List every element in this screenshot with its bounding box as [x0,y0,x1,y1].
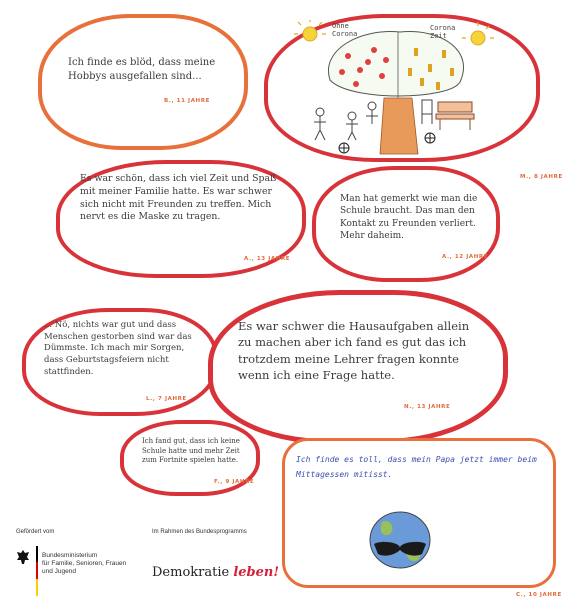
drawing-label-right: Corona Zeit [430,24,456,41]
quote-text-2: Es war schön, dass ich viel Zeit und Spaß mit meiner Familie hatte. Es war schwer sich nicht mit Freunden zu treffen. Mich nervt es die Maske zu tragen. [80,173,277,223]
ministry-name: Bundesministerium für Familie, Senioren, Frauen und Jugend [42,552,127,576]
quote-author-3: A., 12 JAHRE [442,254,489,260]
program-label: Im Rahmen des Bundesprogramms [152,529,247,535]
sun-icon-right [462,22,494,45]
quote-author-6: F., 9 JAHRE [214,479,255,485]
quote-text-6: Ich fand gut, dass ich keine Schule hatte und mehr Zeit zum Fortnite spielen hatte. [142,437,240,465]
quote-text-4: ... Nö, nichts war gut und dass Menschen gestorben sind war das Dümmste. Ich mach mir Sorgen, dass Geburtstagsfeiern nicht stattfinden. [44,320,192,377]
demokratie-leben-logo: Demokratie leben! [152,565,280,580]
german-flag-bar [36,546,38,596]
quote-author-5: N., 13 JAHRE [404,404,451,410]
quote-text-1: Ich finde es blöd, dass meine Hobbys ausgefallen sind... [68,57,216,82]
quote-author-2: A., 13 JAHRE [244,256,291,262]
child-drawing [290,20,520,160]
earth-mask-drawing [360,508,440,572]
sun-icon-left [294,20,326,41]
quote-author-4: L., 7 JAHRE [146,396,187,402]
quote-author-1: B., 11 JAHRE [164,98,210,104]
handwriting-author: C., 10 JAHRE [516,592,562,598]
bench-icon [436,102,474,130]
tree-crown [328,32,463,96]
drawing-author: M., 8 JAHRE [520,174,563,180]
quote-text-5: Es war schwer die Hausaufgaben allein zu machen aber ich fand es gut das ich trotzdem meine Lehrer fragen konnte wenn ich eine Frage hatte. [238,319,470,382]
drawing-label-left: Ohne Corona [332,22,358,39]
eagle-icon [16,548,30,566]
funded-by-label: Gefördert vom [16,529,55,535]
handwriting-text: Ich finde es toll, dass mein Papa jetzt immer beim Mittagessen mitisst. [296,455,537,480]
quote-text-3: Man hat gemerkt wie man die Schule braucht. Das man den Kontakt zu Freunden verliert. Mehr daheim. [340,194,478,242]
